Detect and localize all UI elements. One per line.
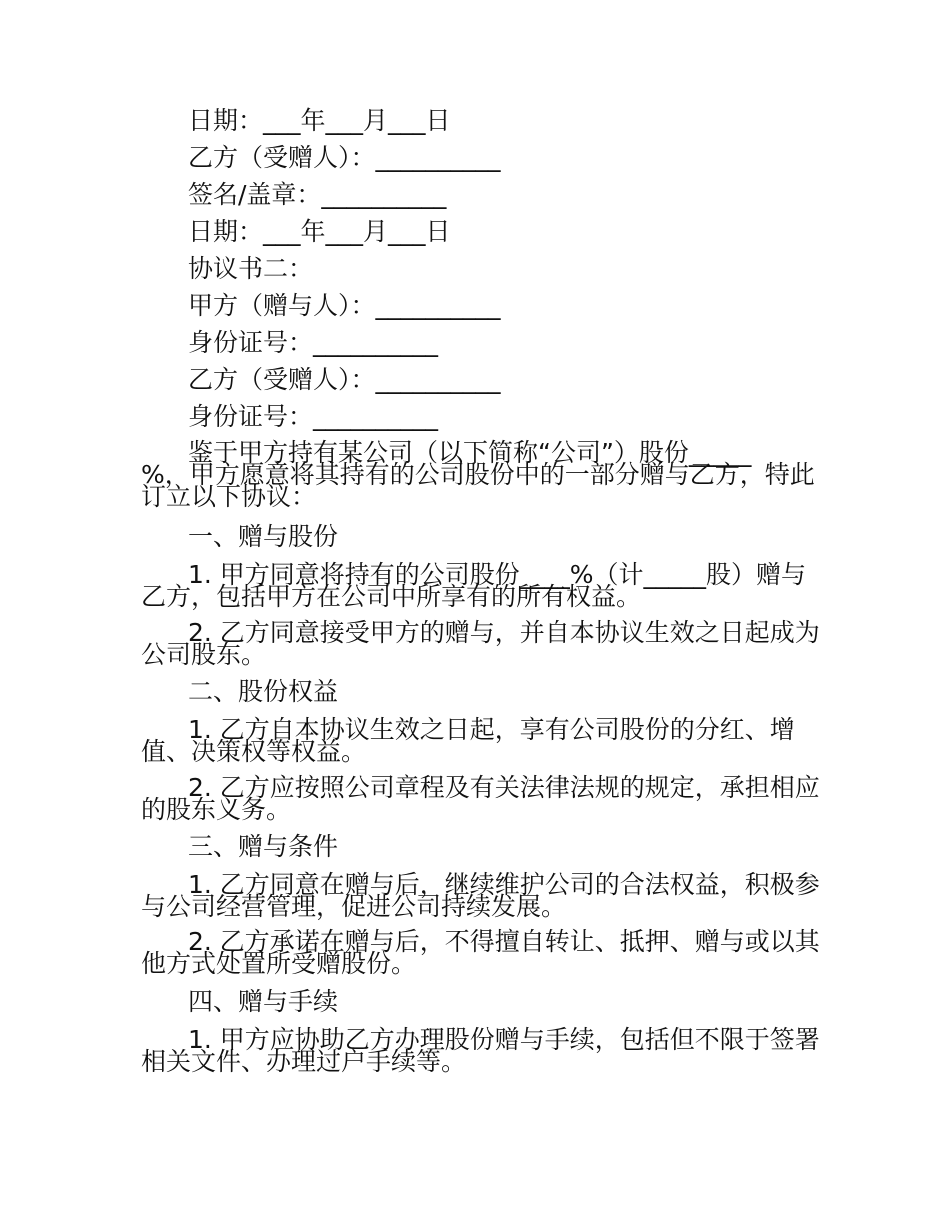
party-a-donor-line: 甲方（赠与人）：__________ — [188, 291, 501, 320]
clause-line: 2. 乙方承诺在赠与后，不得擅自转让、抵押、赠与或以其 — [188, 927, 820, 956]
clause-line: 值、决策权等权益。 — [141, 737, 367, 766]
clause-line: 相关文件、办理过户手续等。 — [141, 1047, 467, 1076]
clause-paragraph — [141, 618, 820, 669]
date-line: 日期：___年___月___日 — [188, 106, 451, 135]
section-heading: 三、赠与条件 — [188, 832, 339, 861]
clause-line: 2. 乙方应按照公司章程及有关法律法规的规定，承担相应 — [188, 773, 820, 802]
id-number-line: 身份证号：__________ — [188, 402, 439, 431]
intro-paragraph — [141, 438, 815, 511]
clause-line: 他方式处置所受赠股份。 — [141, 949, 417, 978]
intro-line: 鉴于甲方持有某公司（以下简称“公司”）股份_____ — [188, 438, 752, 467]
clause-paragraph — [141, 927, 820, 978]
clause-line: 1. 乙方自本协议生效之日起，享有公司股份的分红、增 — [188, 715, 795, 744]
party-b-recipient-line: 乙方（受赠人）：__________ — [188, 143, 501, 172]
clause-line: 乙方，包括甲方在公司中所享有的所有权益。 — [141, 582, 642, 611]
agreement-two-heading: 协议书二： — [188, 254, 314, 283]
clause-paragraph — [141, 870, 820, 921]
id-number-line: 身份证号：__________ — [188, 328, 439, 357]
clause-line: 1. 甲方同意将持有的公司股份____%（计_____股）赠与 — [188, 560, 807, 589]
clause-line: 1. 乙方同意在赠与后，继续维护公司的合法权益，积极参 — [188, 870, 820, 899]
clause-line: 1. 甲方应协助乙方办理股份赠与手续，包括但不限于签署 — [188, 1025, 820, 1054]
signature-seal-line: 签名/盖章：__________ — [188, 180, 447, 209]
section-heading: 四、赠与手续 — [188, 987, 339, 1016]
clause-line: 公司股东。 — [141, 640, 267, 669]
clause-paragraph — [141, 715, 813, 766]
clause-paragraph — [141, 773, 820, 824]
date-line: 日期：___年___月___日 — [188, 217, 451, 246]
clause-line: 的股东义务。 — [141, 795, 292, 824]
clause-line: 与公司经营管理，促进公司持续发展。 — [141, 892, 567, 921]
clause-line: 2. 乙方同意接受甲方的赠与，并自本协议生效之日起成为 — [188, 618, 820, 647]
party-b-recipient-line: 乙方（受赠人）：__________ — [188, 365, 501, 394]
intro-line: %，甲方愿意将其持有的公司股份中的一部分赠与乙方，特此 — [141, 460, 815, 489]
section-heading: 二、股份权益 — [188, 677, 339, 706]
clause-paragraph — [141, 560, 813, 611]
clause-paragraph — [141, 1025, 820, 1076]
section-heading: 一、赠与股份 — [188, 522, 339, 551]
intro-line: 订立以下协议： — [141, 482, 317, 511]
